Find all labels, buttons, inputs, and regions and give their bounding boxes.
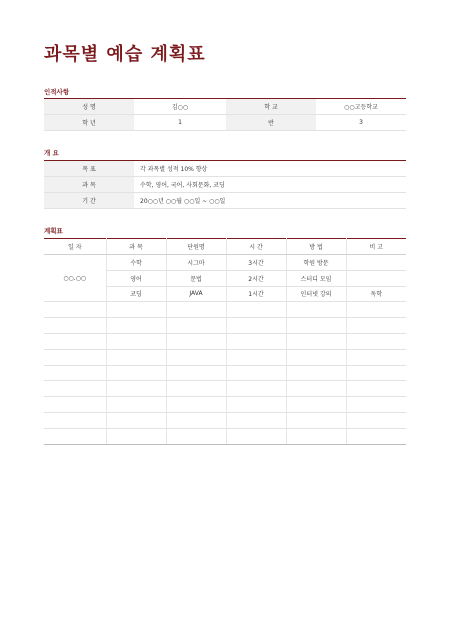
cell-subject [106, 381, 166, 397]
cell-subject [106, 428, 166, 444]
cell-subject [106, 349, 166, 365]
cell-date [44, 397, 106, 413]
label-school: 학 교 [226, 99, 316, 115]
cell-time [226, 397, 286, 413]
cell-date [44, 412, 106, 428]
cell-time [226, 349, 286, 365]
cell-method [286, 349, 346, 365]
cell-note [346, 270, 406, 286]
table-row [44, 255, 406, 271]
cell-time: 1시간 [226, 286, 286, 302]
cell-unit [166, 412, 226, 428]
cell-note [346, 349, 406, 365]
cell-note: 독학 [346, 286, 406, 302]
section-heading-personal: 인적사항 [44, 88, 70, 96]
cell-time [226, 302, 286, 318]
cell-method [286, 365, 346, 381]
value-name: 김○○ [134, 99, 226, 115]
cell-method [286, 397, 346, 413]
cell-time: 3시간 [226, 255, 286, 271]
plan-header-row [44, 239, 406, 255]
table-row [44, 381, 406, 397]
cell-subject: 영어 [106, 270, 166, 286]
value-period: 20○○년 ○○월 ○○일 ~ ○○일 [134, 193, 406, 209]
section-heading-plan: 계획표 [44, 227, 63, 235]
cell-unit [166, 349, 226, 365]
cell-subject [106, 397, 166, 413]
header-subject: 과 목 [106, 239, 166, 255]
cell-subject: 수학 [106, 255, 166, 271]
table-row [44, 412, 406, 428]
label-subjects: 과 목 [44, 177, 134, 193]
cell-subject [106, 365, 166, 381]
date-cell: ○○.○○ [44, 255, 106, 302]
cell-note [346, 397, 406, 413]
cell-time: 2시간 [226, 270, 286, 286]
cell-note [346, 302, 406, 318]
cell-method: 스터디 모임 [286, 270, 346, 286]
table-row [44, 397, 406, 413]
label-name: 성 명 [44, 99, 134, 115]
header-unit: 단원명 [166, 239, 226, 255]
cell-subject [106, 333, 166, 349]
cell-unit [166, 318, 226, 334]
value-grade: 1 [134, 115, 226, 131]
value-subjects: 수학, 영어, 국어, 사회문화, 코딩 [134, 177, 406, 193]
cell-unit [166, 365, 226, 381]
cell-unit: 시그마 [166, 255, 226, 271]
cell-date [44, 365, 106, 381]
cell-time [226, 428, 286, 444]
plan-table [44, 238, 406, 445]
cell-date [44, 381, 106, 397]
cell-unit [166, 428, 226, 444]
cell-unit [166, 302, 226, 318]
cell-note [346, 412, 406, 428]
label-goal: 목 표 [44, 161, 134, 177]
page-title: 과목별 예습 계획표 [44, 44, 206, 65]
header-date: 일 자 [44, 239, 106, 255]
cell-method [286, 412, 346, 428]
cell-date [44, 302, 106, 318]
table-row [44, 99, 406, 115]
cell-subject [106, 302, 166, 318]
cell-unit: 문법 [166, 270, 226, 286]
cell-date [44, 333, 106, 349]
table-row [44, 302, 406, 318]
cell-method: 학원 방문 [286, 255, 346, 271]
table-row [44, 333, 406, 349]
cell-note [346, 333, 406, 349]
label-period: 기 간 [44, 193, 134, 209]
cell-subject: 코딩 [106, 286, 166, 302]
table-row [44, 365, 406, 381]
cell-method [286, 318, 346, 334]
personal-info-table [44, 98, 406, 131]
cell-subject [106, 318, 166, 334]
value-school: ○○고등학교 [316, 99, 406, 115]
cell-time [226, 381, 286, 397]
table-row [44, 161, 406, 177]
cell-note [346, 428, 406, 444]
cell-method [286, 428, 346, 444]
section-heading-overview: 개 요 [44, 149, 59, 157]
table-row [44, 177, 406, 193]
cell-date [44, 349, 106, 365]
table-row [44, 193, 406, 209]
table-row [44, 115, 406, 131]
cell-note [346, 318, 406, 334]
label-class: 반 [226, 115, 316, 131]
table-row [44, 318, 406, 334]
overview-table [44, 160, 406, 209]
cell-unit: JAVA [166, 286, 226, 302]
cell-date [44, 428, 106, 444]
cell-unit [166, 397, 226, 413]
cell-subject [106, 412, 166, 428]
cell-note [346, 365, 406, 381]
header-note: 비 고 [346, 239, 406, 255]
cell-unit [166, 381, 226, 397]
cell-note [346, 381, 406, 397]
cell-time [226, 365, 286, 381]
cell-time [226, 412, 286, 428]
value-class: 3 [316, 115, 406, 131]
cell-note [346, 255, 406, 271]
cell-unit [166, 333, 226, 349]
cell-method [286, 381, 346, 397]
cell-method: 인터넷 강의 [286, 286, 346, 302]
header-time: 시 간 [226, 239, 286, 255]
table-row [44, 349, 406, 365]
cell-method [286, 302, 346, 318]
value-goal: 각 과목별 성적 10% 향상 [134, 161, 406, 177]
cell-time [226, 333, 286, 349]
label-grade: 학 년 [44, 115, 134, 131]
cell-method [286, 333, 346, 349]
header-method: 방 법 [286, 239, 346, 255]
cell-date [44, 318, 106, 334]
table-row [44, 428, 406, 444]
cell-time [226, 318, 286, 334]
